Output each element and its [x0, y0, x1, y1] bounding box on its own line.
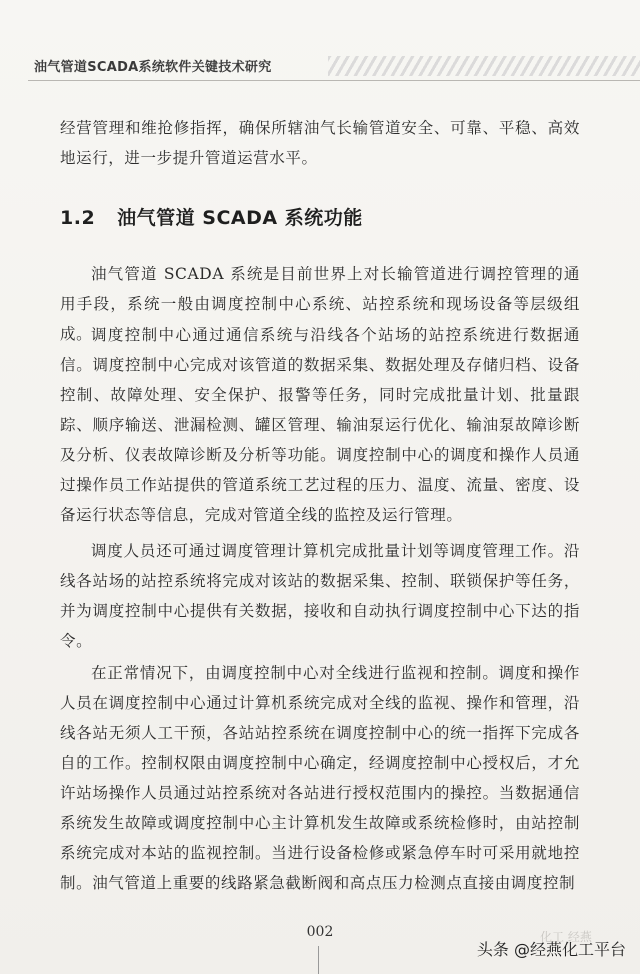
section-title: 油气管道 SCADA 系统功能 — [117, 207, 363, 229]
paragraph: 调度人员还可通过调度管理计算机完成批量计划等调度管理工作。沿线各站场的站控系统将完成对该站的数据采集、控制、联锁保护等任务，并为调度控制中心提供有关数据，接收和自动执行调度控制中心下达的指令。 — [60, 542, 580, 650]
watermark-faint-text: 化工 经燕 — [540, 930, 592, 944]
footer-divider — [318, 946, 319, 974]
header-divider — [28, 80, 640, 81]
running-header — [28, 50, 640, 80]
header-stripe-decoration — [328, 56, 640, 76]
paragraph: 在正常情况下，由调度控制中心对全线进行监视和控制。调度和操作人员在调度控制中心通过计算机系统完成对全线的监视、操作和管理，沿线各站无须人工干预，各站站控系统在调度控制中心的统一指挥下完成各自的工作。控制权限由调度控制中心确定，经调度控制中心授权后，才允许站场操作人员通过站控系统对各站进行授权范围内的操控。当数据通信系统发生故障或调度控制中心主计算机发生故障或系统检修时，由站控制系统完成对本站的监视控制。当进行设备检修或紧急停车时可采用就地控制。油气管道上重要的线路紧急截断阀和高点压力检测点直接由调度控制 — [60, 664, 580, 892]
section-number: 1.2 — [60, 207, 96, 229]
source-watermark: 头条 @经燕化工平台 — [476, 940, 626, 959]
paragraph-continued: 经营管理和维抢修指挥，确保所辖油气长输管道安全、可靠、平稳、高效地运行，进一步提升管道运营水平。 — [60, 119, 580, 167]
running-header-title: 油气管道SCADA系统软件关键技术研究 — [34, 59, 272, 75]
paragraph: 调度控制中心通过通信系统与沿线各个站场的站控系统进行数据通信。调度控制中心完成对该管道的数据采集、数据处理及存储归档、设备控制、故障处理、安全保护、报警等任务，同时完成批量计划、批量跟踪、顺序输送、泄漏检测、罐区管理、输油泵运行优化、输油泵故障诊断及分析、仪表故障诊断及分析等功能。调度控制中心的调度和操作人员通过操作员工作站提供的管道系统工艺过程的压力、温度、流量、密度、设备运行状态等信息，完成对管道全线的监控及运行管理。 — [60, 326, 580, 524]
paragraph: 油气管道 SCADA 系统是目前世界上对长输管道进行调控管理的通用手段，系统一般由调度控制中心系统、站控系统和现场设备等层级组成。 — [60, 265, 580, 343]
section-heading — [60, 203, 580, 230]
page-number: 002 — [306, 924, 334, 940]
